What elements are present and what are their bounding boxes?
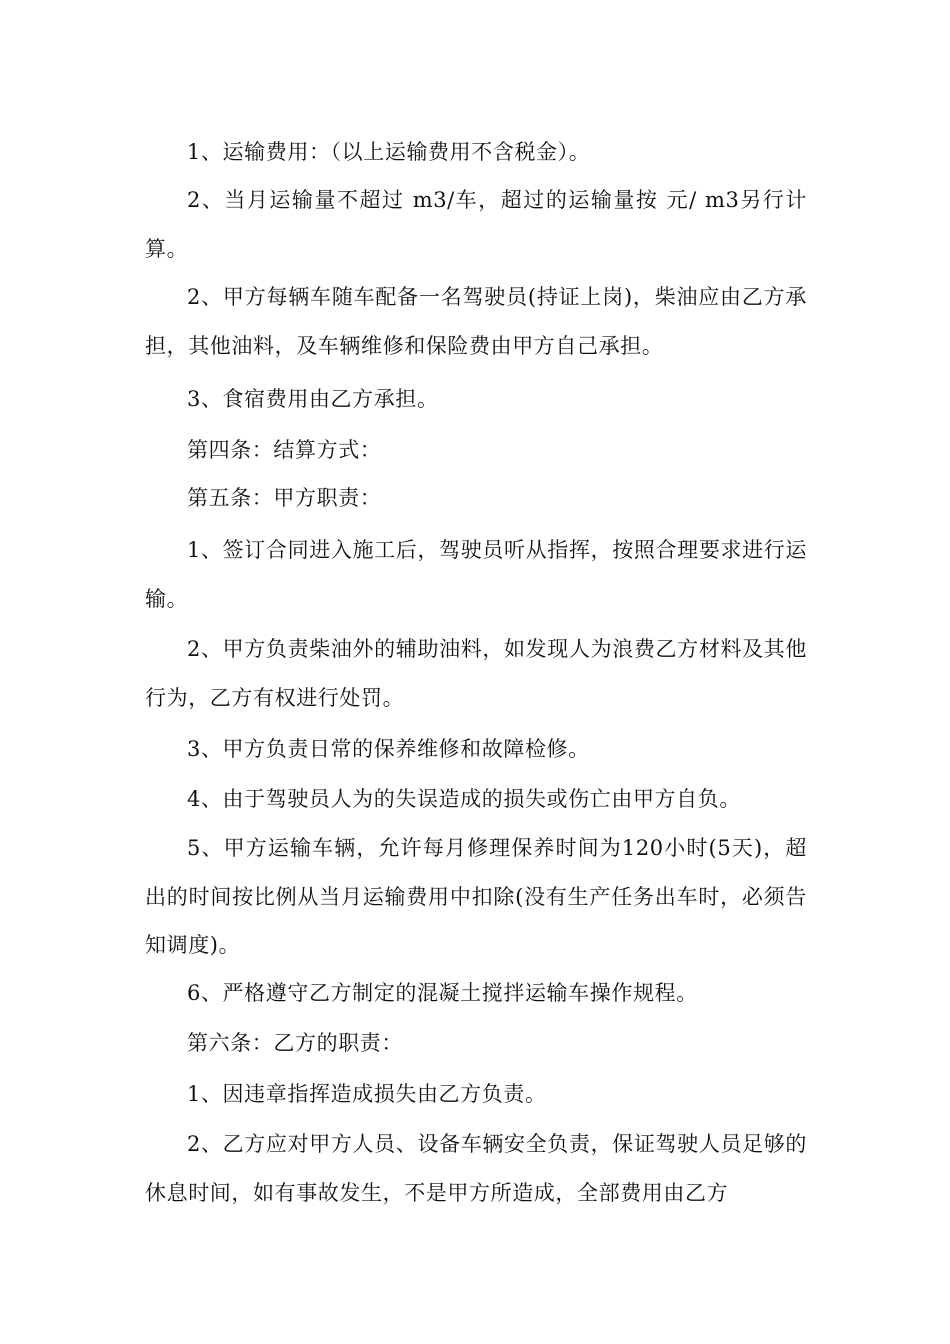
paragraph-party-a-duty-2: 2、甲方负责柴油外的辅助油料，如发现人为浪费乙方材料及其他行为，乙方有权进行处罚。 [145,637,807,710]
paragraph-transport-fee: 1、运输费用：（以上运输费用不含税金）。 [187,140,591,164]
section-heading-article-5: 第五条：甲方职责： [187,486,382,510]
paragraph-party-a-duty-4: 4、由于驾驶员人为的失误造成的损失或伤亡由甲方自负。 [187,787,741,811]
paragraph-driver-fuel: 2、甲方每辆车随车配备一名驾驶员(持证上岗)，柴油应由乙方承担，其他油料，及车辆维修和保险费由甲方自己承担。 [145,285,807,358]
section-heading-article-4: 第四条：结算方式： [187,438,382,462]
paragraph-party-b-duty-1: 1、因违章指挥造成损失由乙方负责。 [187,1082,547,1106]
paragraph-party-a-duty-1: 1、签订合同进入施工后，驾驶员听从指挥，按照合理要求进行运输。 [145,538,807,611]
paragraph-party-a-duty-5: 5、甲方运输车辆，允许每月修理保养时间为120小时(5天)，超出的时间按比例从当月运输费用中扣除(没有生产任务出车时，必须告知调度)。 [145,836,807,957]
paragraph-party-a-duty-6: 6、严格遵守乙方制定的混凝土搅拌运输车操作规程。 [187,981,698,1005]
paragraph-party-a-duty-3: 3、甲方负责日常的保养维修和故障检修。 [187,737,590,761]
paragraph-lodging-fee: 3、食宿费用由乙方承担。 [187,387,439,411]
paragraph-monthly-volume: 2、当月运输量不超过 m3/车，超过的运输量按 元/ m3另行计算。 [145,188,807,261]
paragraph-party-b-duty-2: 2、乙方应对甲方人员、设备车辆安全负责，保证驾驶人员足够的休息时间，如有事故发生，不是甲方所造成，全部费用由乙方 [145,1132,807,1205]
section-heading-article-6: 第六条：乙方的职责： [187,1031,403,1055]
